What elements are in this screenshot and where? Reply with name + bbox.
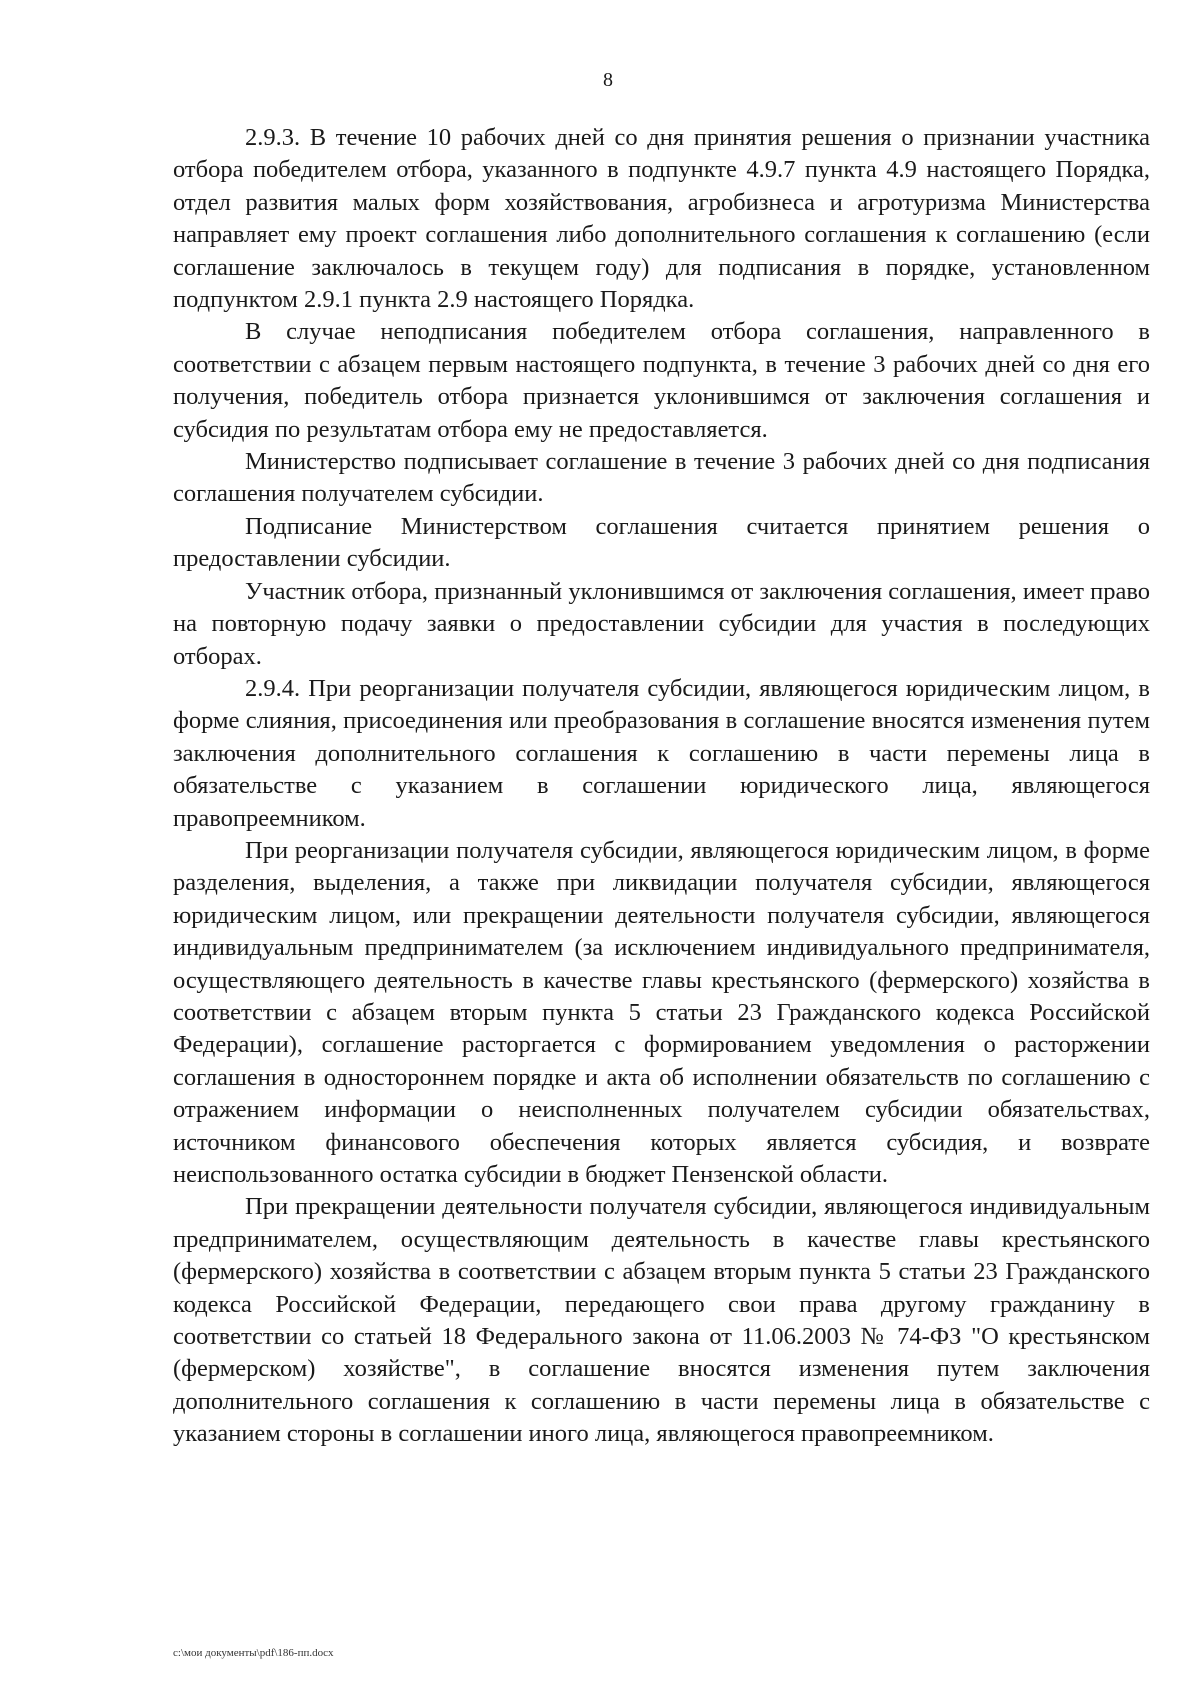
paragraph-non-signing: В случае неподписания победителем отбора соглашения, направленного в соответствии с абзацем первым настоящего подпункта, в течение 3 рабочих дней со дня его получения, победитель отбора признается уклонившимся от заключения соглашения и субсидия по результатам отбора ему не предоставляется. bbox=[173, 318, 1150, 443]
paragraph-reorganization-termination: При реорганизации получателя субсидии, являющегося юридическим лицом, в форме разделения, выделения, а также при ликвидации получателя субсидии, являющегося юридическим лицом, или прекращении деятельности получателя субсидии, являющегося индивидуальным предпринимателем (за исключением индивидуального предпринимателя, осуществляющего деятельность в качестве главы крестьянского (фермерского) хозяйства в соответствии с абзацем вторым пункта 5 статьи 23 Гражданского кодекса Российской Федерации), соглашение расторгается с формированием уведомления о расторжении соглашения в одностороннем порядке и акта об исполнении обязательств по соглашению с отражением информации о неисполненных получателем субсидии обязательствах, источником финансового обеспечения которых является субсидия, и возврате неиспользованного остатка субсидии в бюджет Пензенской области. bbox=[173, 836, 1150, 1188]
paragraph-signing-decision: Подписание Министерством соглашения считается принятием решения о предоставлении субсидии. bbox=[173, 512, 1150, 573]
footer-file-path: c:\мои документы\pdf\186-пп.docx bbox=[173, 1647, 334, 1659]
paragraph-farm-succession: При прекращении деятельности получателя субсидии, являющегося индивидуальным предпринимателем, осуществляющим деятельность в качестве главы крестьянского (фермерского) хозяйства в соответствии с абзацем вторым пункта 5 статьи 23 Гражданского кодекса Российской Федерации, передающего свои права другому гражданину в соответствии со статьей 18 Федерального закона от 11.06.2003 № 74-ФЗ "О крестьянском (фермерском) хозяйстве", в соглашение вносятся изменения путем заключения дополнительного соглашения к соглашению в части перемены лица в обязательстве с указанием стороны в соглашении иного лица, являющегося правопреемником. bbox=[173, 1193, 1150, 1448]
document-body bbox=[173, 122, 1150, 1451]
paragraph-ministry-signs: Министерство подписывает соглашение в течение 3 рабочих дней со дня подписания соглашения получателем субсидии. bbox=[173, 448, 1150, 508]
paragraph-2-9-3: 2.9.3. В течение 10 рабочих дней со дня принятия решения о признании участника отбора победителем отбора, указанного в подпункте 4.9.7 пункта 4.9 настоящего Порядка, отдел развития малых форм хозяйствования, агробизнеса и агротуризма Министерства направляет ему проект соглашения либо дополнительного соглашения к соглашению (если соглашение заключалось в текущем году) для подписания в порядке, установленном подпунктом 2.9.1 пункта 2.9 настоящего Порядка. bbox=[173, 124, 1150, 314]
paragraph-repeat-application: Участник отбора, признанный уклонившимся от заключения соглашения, имеет право на повторную подачу заявки о предоставлении субсидии для участия в последующих отборах. bbox=[173, 577, 1150, 670]
page-number: 8 bbox=[603, 69, 613, 91]
paragraph-2-9-4: 2.9.4. При реорганизации получателя субсидии, являющегося юридическим лицом, в форме слияния, присоединения или преобразования в соглашение вносятся изменения путем заключения дополнительного соглашения к соглашению в части перемены лица в обязательстве с указанием в соглашении юридического лица, являющегося правопреемником. bbox=[173, 674, 1150, 832]
